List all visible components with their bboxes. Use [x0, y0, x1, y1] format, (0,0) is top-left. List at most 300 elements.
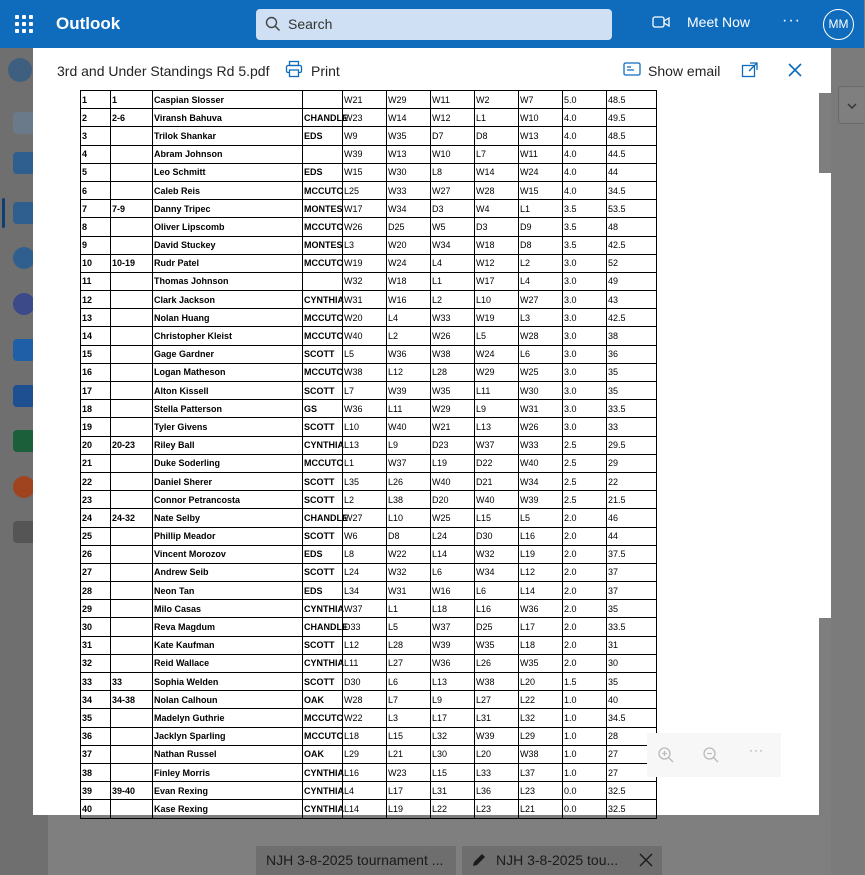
- round-1-cell: L3: [343, 236, 387, 254]
- round-2-cell: L7: [387, 691, 431, 709]
- score-cell: 1.0: [563, 709, 607, 727]
- player-name-cell: Leo Schmitt: [153, 163, 303, 181]
- table-row: [81, 327, 657, 345]
- round-4-cell: D21: [475, 472, 519, 490]
- attachment-preview-dialog: [33, 48, 831, 815]
- round-5-cell: L22: [519, 691, 563, 709]
- rank-cell: 18: [81, 400, 111, 418]
- round-3-cell: D20: [431, 491, 475, 509]
- round-3-cell: L8: [431, 163, 475, 181]
- school-cell: OAK: [303, 691, 343, 709]
- rank-cell: 14: [81, 327, 111, 345]
- rank-cell: 37: [81, 745, 111, 763]
- place-cell: [111, 800, 153, 818]
- zoom-controls: [647, 733, 781, 777]
- place-cell: 24-32: [111, 509, 153, 527]
- round-1-cell: L2: [343, 491, 387, 509]
- table-row: [81, 127, 657, 145]
- place-cell: [111, 363, 153, 381]
- more-options-icon[interactable]: ···: [782, 12, 801, 29]
- tiebreak-cell: 32.5: [607, 782, 657, 800]
- rank-cell: 34: [81, 691, 111, 709]
- player-name-cell: Nathan Russel: [153, 745, 303, 763]
- round-5-cell: W30: [519, 382, 563, 400]
- round-3-cell: W16: [431, 582, 475, 600]
- avatar[interactable]: MM: [823, 9, 854, 40]
- score-cell: 2.0: [563, 527, 607, 545]
- zoom-in-icon[interactable]: [657, 746, 675, 764]
- place-cell: [111, 309, 153, 327]
- round-4-cell: D25: [475, 618, 519, 636]
- player-name-cell: Milo Casas: [153, 600, 303, 618]
- rank-cell: 7: [81, 200, 111, 218]
- rank-cell: 6: [81, 181, 111, 199]
- school-cell: MCCUTC: [303, 254, 343, 272]
- rank-cell: 20: [81, 436, 111, 454]
- round-4-cell: W12: [475, 254, 519, 272]
- round-3-cell: L1: [431, 272, 475, 290]
- outlook-icon[interactable]: [8, 58, 32, 82]
- score-cell: 3.0: [563, 291, 607, 309]
- round-1-cell: W21: [343, 91, 387, 109]
- round-2-cell: W16: [387, 291, 431, 309]
- school-cell: SCOTT: [303, 418, 343, 436]
- round-5-cell: L23: [519, 782, 563, 800]
- round-2-cell: L2: [387, 327, 431, 345]
- search-box[interactable]: [256, 9, 612, 40]
- round-3-cell: L32: [431, 727, 475, 745]
- score-cell: 2.0: [563, 600, 607, 618]
- table-row: [81, 636, 657, 654]
- place-cell: 2-6: [111, 109, 153, 127]
- round-2-cell: W39: [387, 382, 431, 400]
- school-cell: [303, 91, 343, 109]
- round-3-cell: W21: [431, 418, 475, 436]
- round-1-cell: L8: [343, 545, 387, 563]
- table-row: [81, 363, 657, 381]
- round-2-cell: W35: [387, 127, 431, 145]
- rank-cell: 26: [81, 545, 111, 563]
- school-cell: SCOTT: [303, 563, 343, 581]
- round-3-cell: W10: [431, 145, 475, 163]
- round-5-cell: W34: [519, 472, 563, 490]
- round-2-cell: W40: [387, 418, 431, 436]
- round-5-cell: W28: [519, 327, 563, 345]
- round-2-cell: L6: [387, 673, 431, 691]
- tiebreak-cell: 42.5: [607, 309, 657, 327]
- score-cell: 3.5: [563, 236, 607, 254]
- show-email-label: Show email: [648, 63, 721, 79]
- player-name-cell: Nolan Huang: [153, 309, 303, 327]
- pdf-page: [80, 90, 656, 815]
- round-3-cell: L30: [431, 745, 475, 763]
- round-2-cell: L19: [387, 800, 431, 818]
- table-row: [81, 709, 657, 727]
- round-5-cell: L37: [519, 763, 563, 781]
- standings-table: [80, 90, 657, 819]
- place-cell: [111, 218, 153, 236]
- round-2-cell: W18: [387, 272, 431, 290]
- round-1-cell: W37: [343, 600, 387, 618]
- round-1-cell: W9: [343, 127, 387, 145]
- todo-icon[interactable]: [13, 339, 35, 361]
- rank-cell: 36: [81, 727, 111, 745]
- round-2-cell: L28: [387, 636, 431, 654]
- player-name-cell: Caspian Slosser: [153, 91, 303, 109]
- expand-pane-button[interactable]: [838, 86, 864, 124]
- place-cell: 20-23: [111, 436, 153, 454]
- rank-cell: 13: [81, 309, 111, 327]
- player-name-cell: Reva Magdum: [153, 618, 303, 636]
- rank-cell: 17: [81, 382, 111, 400]
- round-3-cell: L15: [431, 763, 475, 781]
- round-3-cell: W25: [431, 509, 475, 527]
- round-1-cell: W28: [343, 691, 387, 709]
- rank-cell: 3: [81, 127, 111, 145]
- tiebreak-cell: 33: [607, 418, 657, 436]
- table-row: [81, 436, 657, 454]
- score-cell: 5.0: [563, 91, 607, 109]
- place-cell: [111, 636, 153, 654]
- player-name-cell: Logan Matheson: [153, 363, 303, 381]
- mail-icon[interactable]: [13, 112, 35, 134]
- table-row: [81, 654, 657, 672]
- scrollbar-lower[interactable]: [819, 618, 831, 815]
- rank-cell: 27: [81, 563, 111, 581]
- round-1-cell: W17: [343, 200, 387, 218]
- score-cell: 4.0: [563, 127, 607, 145]
- round-2-cell: L17: [387, 782, 431, 800]
- school-cell: CYNTHIA: [303, 763, 343, 781]
- school-cell: SCOTT: [303, 382, 343, 400]
- draft-tab-1[interactable]: [256, 846, 456, 875]
- round-3-cell: W27: [431, 181, 475, 199]
- score-cell: 2.0: [563, 636, 607, 654]
- printer-icon: [285, 60, 303, 78]
- school-cell: SCOTT: [303, 491, 343, 509]
- pdf-viewer[interactable]: [33, 93, 831, 815]
- round-1-cell: L7: [343, 382, 387, 400]
- table-row: [81, 745, 657, 763]
- player-name-cell: Kate Kaufman: [153, 636, 303, 654]
- rank-cell: 5: [81, 163, 111, 181]
- tiebreak-cell: 27: [607, 745, 657, 763]
- round-4-cell: L7: [475, 145, 519, 163]
- round-2-cell: W24: [387, 254, 431, 272]
- chevron-down-icon: [839, 87, 865, 125]
- mail-nav-icon[interactable]: [13, 152, 35, 174]
- tiebreak-cell: 40: [607, 691, 657, 709]
- table-row: [81, 472, 657, 490]
- tiebreak-cell: 46: [607, 509, 657, 527]
- round-4-cell: W24: [475, 345, 519, 363]
- score-cell: 3.0: [563, 345, 607, 363]
- round-4-cell: L6: [475, 582, 519, 600]
- round-4-cell: L23: [475, 800, 519, 818]
- round-2-cell: L11: [387, 400, 431, 418]
- round-2-cell: W14: [387, 109, 431, 127]
- round-1-cell: L5: [343, 345, 387, 363]
- more-zoom-options-icon[interactable]: ···: [749, 743, 764, 757]
- round-5-cell: L19: [519, 545, 563, 563]
- tiebreak-cell: 37.5: [607, 545, 657, 563]
- round-1-cell: W26: [343, 218, 387, 236]
- round-1-cell: L14: [343, 800, 387, 818]
- round-2-cell: L26: [387, 472, 431, 490]
- score-cell: 2.0: [563, 582, 607, 600]
- table-row: [81, 200, 657, 218]
- rank-cell: 19: [81, 418, 111, 436]
- round-3-cell: L18: [431, 600, 475, 618]
- round-2-cell: L38: [387, 491, 431, 509]
- rank-cell: 12: [81, 291, 111, 309]
- round-3-cell: W38: [431, 345, 475, 363]
- table-row: [81, 400, 657, 418]
- round-1-cell: W22: [343, 709, 387, 727]
- score-cell: 2.5: [563, 472, 607, 490]
- table-row: [81, 218, 657, 236]
- school-cell: MCCUTC: [303, 181, 343, 199]
- place-cell: [111, 527, 153, 545]
- table-row: [81, 782, 657, 800]
- calendar-icon[interactable]: [13, 202, 35, 224]
- school-cell: CYNTHIA: [303, 654, 343, 672]
- round-3-cell: L4: [431, 254, 475, 272]
- round-2-cell: W22: [387, 545, 431, 563]
- round-5-cell: L12: [519, 563, 563, 581]
- round-5-cell: L2: [519, 254, 563, 272]
- round-5-cell: L29: [519, 727, 563, 745]
- score-cell: 1.5: [563, 673, 607, 691]
- score-cell: 0.0: [563, 782, 607, 800]
- rank-cell: 9: [81, 236, 111, 254]
- table-row: [81, 727, 657, 745]
- player-name-cell: Reid Wallace: [153, 654, 303, 672]
- round-4-cell: L5: [475, 327, 519, 345]
- excel-icon[interactable]: [13, 430, 35, 452]
- draft-tab-2[interactable]: [462, 846, 662, 875]
- round-5-cell: W35: [519, 654, 563, 672]
- round-2-cell: W20: [387, 236, 431, 254]
- round-4-cell: D8: [475, 127, 519, 145]
- score-cell: 3.5: [563, 200, 607, 218]
- people-icon[interactable]: [13, 247, 35, 269]
- round-1-cell: W15: [343, 163, 387, 181]
- round-4-cell: W38: [475, 673, 519, 691]
- round-4-cell: L11: [475, 382, 519, 400]
- school-cell: MCCUTC: [303, 218, 343, 236]
- round-5-cell: L32: [519, 709, 563, 727]
- player-name-cell: Phillip Meador: [153, 527, 303, 545]
- file-name: 3rd and Under Standings Rd 5.pdf: [57, 63, 270, 79]
- round-5-cell: W31: [519, 400, 563, 418]
- rank-cell: 22: [81, 472, 111, 490]
- place-cell: [111, 582, 153, 600]
- school-cell: CYNTHIA: [303, 291, 343, 309]
- table-row: [81, 382, 657, 400]
- player-name-cell: Trilok Shankar: [153, 127, 303, 145]
- round-1-cell: L24: [343, 563, 387, 581]
- round-4-cell: W2: [475, 91, 519, 109]
- scrollbar[interactable]: [819, 93, 831, 815]
- place-cell: [111, 400, 153, 418]
- round-4-cell: W18: [475, 236, 519, 254]
- table-row: [81, 673, 657, 691]
- player-name-cell: Kase Rexing: [153, 800, 303, 818]
- score-cell: 4.0: [563, 109, 607, 127]
- round-3-cell: D3: [431, 200, 475, 218]
- app-launcher-icon[interactable]: [12, 12, 36, 36]
- table-row: [81, 563, 657, 581]
- tiebreak-cell: 29: [607, 454, 657, 472]
- school-cell: CHANDLE: [303, 109, 343, 127]
- round-1-cell: L4: [343, 782, 387, 800]
- rank-cell: 21: [81, 454, 111, 472]
- school-cell: SCOTT: [303, 636, 343, 654]
- rank-cell: 8: [81, 218, 111, 236]
- place-cell: [111, 727, 153, 745]
- round-5-cell: W7: [519, 91, 563, 109]
- round-5-cell: W38: [519, 745, 563, 763]
- tiebreak-cell: 37: [607, 563, 657, 581]
- round-3-cell: D7: [431, 127, 475, 145]
- round-3-cell: W33: [431, 309, 475, 327]
- place-cell: [111, 291, 153, 309]
- school-cell: MCCUTC: [303, 363, 343, 381]
- score-cell: 3.0: [563, 272, 607, 290]
- round-1-cell: W32: [343, 272, 387, 290]
- round-4-cell: L15: [475, 509, 519, 527]
- school-cell: [303, 272, 343, 290]
- score-cell: 1.0: [563, 727, 607, 745]
- table-row: [81, 527, 657, 545]
- round-4-cell: W14: [475, 163, 519, 181]
- zoom-out-icon[interactable]: [702, 746, 720, 764]
- player-name-cell: Tyler Givens: [153, 418, 303, 436]
- round-2-cell: D8: [387, 527, 431, 545]
- table-row: [81, 600, 657, 618]
- player-name-cell: Danny Tripec: [153, 200, 303, 218]
- rank-cell: 16: [81, 363, 111, 381]
- round-5-cell: L21: [519, 800, 563, 818]
- popout-icon[interactable]: [741, 61, 759, 79]
- round-1-cell: W36: [343, 400, 387, 418]
- round-5-cell: L6: [519, 345, 563, 363]
- round-4-cell: W29: [475, 363, 519, 381]
- scrollbar-upper[interactable]: [819, 93, 831, 173]
- score-cell: 1.0: [563, 763, 607, 781]
- round-2-cell: L21: [387, 745, 431, 763]
- round-5-cell: L14: [519, 582, 563, 600]
- round-4-cell: W19: [475, 309, 519, 327]
- school-cell: SCOTT: [303, 527, 343, 545]
- player-name-cell: Clark Jackson: [153, 291, 303, 309]
- app-title[interactable]: Outlook: [56, 14, 121, 33]
- more-apps-icon[interactable]: [13, 521, 35, 543]
- close-icon[interactable]: [785, 60, 805, 80]
- powerpoint-icon[interactable]: [13, 476, 35, 498]
- place-cell: [111, 763, 153, 781]
- table-row: [81, 618, 657, 636]
- tiebreak-cell: 31: [607, 636, 657, 654]
- round-3-cell: W34: [431, 236, 475, 254]
- round-2-cell: L4: [387, 309, 431, 327]
- table-row: [81, 291, 657, 309]
- round-5-cell: W25: [519, 363, 563, 381]
- school-cell: MONTES: [303, 200, 343, 218]
- score-cell: 4.0: [563, 181, 607, 199]
- place-cell: [111, 472, 153, 490]
- table-row: [81, 691, 657, 709]
- round-2-cell: W23: [387, 763, 431, 781]
- tiebreak-cell: 35: [607, 673, 657, 691]
- table-row: [81, 345, 657, 363]
- round-1-cell: L1: [343, 454, 387, 472]
- round-1-cell: L29: [343, 745, 387, 763]
- school-cell: SCOTT: [303, 472, 343, 490]
- rank-cell: 4: [81, 145, 111, 163]
- groups-icon[interactable]: [13, 293, 35, 315]
- player-name-cell: Evan Rexing: [153, 782, 303, 800]
- round-4-cell: L27: [475, 691, 519, 709]
- player-name-cell: Nolan Calhoun: [153, 691, 303, 709]
- round-2-cell: L10: [387, 509, 431, 527]
- round-5-cell: L16: [519, 527, 563, 545]
- round-3-cell: L6: [431, 563, 475, 581]
- player-name-cell: Abram Johnson: [153, 145, 303, 163]
- word-icon[interactable]: [13, 385, 35, 407]
- round-2-cell: W37: [387, 454, 431, 472]
- round-3-cell: W26: [431, 327, 475, 345]
- score-cell: 2.5: [563, 436, 607, 454]
- round-3-cell: W29: [431, 400, 475, 418]
- player-name-cell: Daniel Sherer: [153, 472, 303, 490]
- score-cell: 4.0: [563, 145, 607, 163]
- tiebreak-cell: 49.5: [607, 109, 657, 127]
- round-3-cell: L31: [431, 782, 475, 800]
- round-3-cell: W5: [431, 218, 475, 236]
- round-4-cell: L1: [475, 109, 519, 127]
- round-3-cell: W12: [431, 109, 475, 127]
- tiebreak-cell: 36: [607, 345, 657, 363]
- school-cell: EDS: [303, 582, 343, 600]
- rank-cell: 31: [81, 636, 111, 654]
- round-2-cell: W13: [387, 145, 431, 163]
- school-cell: EDS: [303, 545, 343, 563]
- place-cell: 34-38: [111, 691, 153, 709]
- round-5-cell: W24: [519, 163, 563, 181]
- place-cell: [111, 345, 153, 363]
- round-2-cell: W31: [387, 582, 431, 600]
- round-4-cell: D22: [475, 454, 519, 472]
- rank-cell: 15: [81, 345, 111, 363]
- player-name-cell: Jacklyn Sparling: [153, 727, 303, 745]
- round-5-cell: W11: [519, 145, 563, 163]
- place-cell: 1: [111, 91, 153, 109]
- rank-cell: 28: [81, 582, 111, 600]
- round-2-cell: L3: [387, 709, 431, 727]
- place-cell: 39-40: [111, 782, 153, 800]
- score-cell: 1.0: [563, 691, 607, 709]
- round-4-cell: W35: [475, 636, 519, 654]
- rank-cell: 29: [81, 600, 111, 618]
- close-icon[interactable]: [639, 853, 653, 867]
- school-cell: EDS: [303, 163, 343, 181]
- tiebreak-cell: 38: [607, 327, 657, 345]
- tiebreak-cell: 29.5: [607, 436, 657, 454]
- round-3-cell: L17: [431, 709, 475, 727]
- table-row: [81, 800, 657, 818]
